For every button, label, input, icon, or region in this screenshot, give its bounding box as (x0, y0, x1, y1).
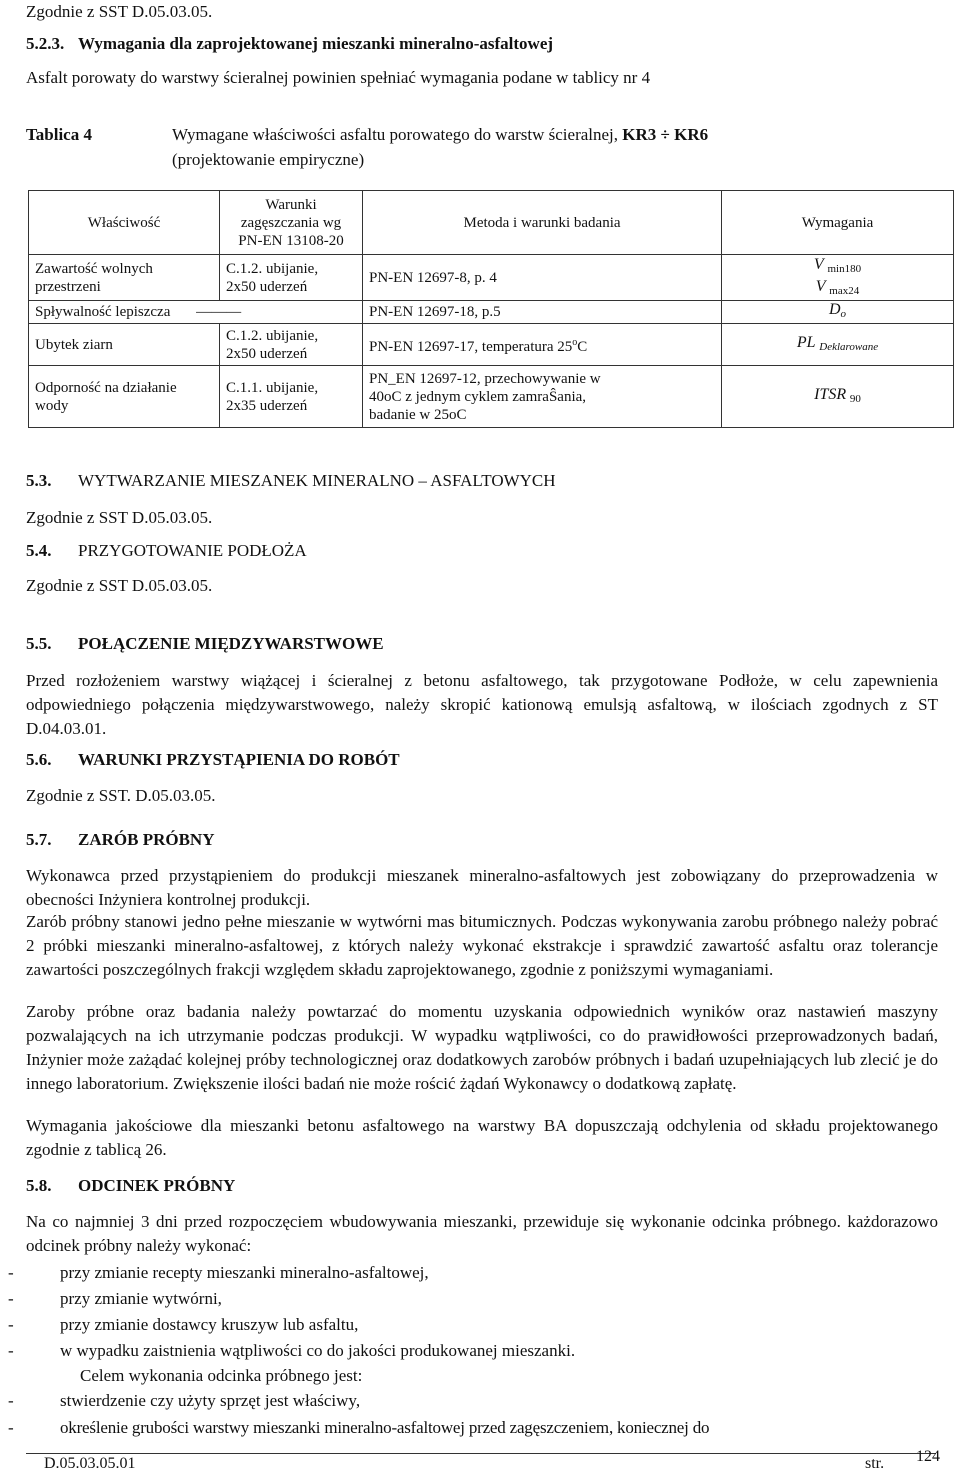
purpose-line: Celem wykonania odcinka próbnego jest: (80, 1366, 363, 1385)
section-5-8-heading (26, 1176, 235, 1196)
paragraph: Zaroby próbne oraz badania należy powtarzać do momentu uzyskania odpowiednich wyników oraz nastawień maszyny pozwalających na ich utrzymanie podczas produkcji. W wypadku wątpliwości, co do prawidłowości przeprowadzonych badań, Inżynier może zażądać kolejnej próby technologicznej oraz dodatkowych zarobów próbnych i badań uzupełniających lub zlecić je do innego laboratorium. Zwiększenie ilości badań nie może rościć żądań Wykonawcy o dodatkową zapłatę. (26, 1002, 938, 1093)
section-5-4-text: Zgodnie z SST D.05.03.05. (26, 576, 213, 595)
tablica-label: Tablica 4 (26, 125, 92, 144)
section-title: ODCINEK PRÓBNY (78, 1176, 236, 1195)
section-number: 5.7. (26, 830, 52, 849)
section-number: 5.4. (26, 541, 52, 560)
section-title: WYTWARZANIE MIESZANEK MINERALNO – ASFALTOWYCH (78, 471, 556, 490)
cell-conditions: C.1.2. ubijanie, 2x50 uderzeń (220, 255, 363, 301)
table-row (29, 301, 954, 324)
caption-kr-range: KR3 ÷ KR6 (622, 125, 709, 144)
cell-method: PN-EN 12697-18, p.5 (363, 301, 722, 324)
cell-conditions: C.1.1. ubijanie, 2x35 uderzeń (220, 366, 363, 428)
section-number: 5.5. (26, 634, 52, 653)
requirements-table (28, 190, 954, 428)
cell-requirement: ITSR $_{90}$ (722, 366, 954, 428)
cell-property: Zawartość wolnych przestrzeni (29, 255, 220, 301)
section-5-5-heading (26, 634, 384, 654)
header-conditions: Warunki zagęszczania wg PN-EN 13108-20 (220, 191, 363, 255)
section-title: PRZYGOTOWANIE PODŁOŻA (78, 541, 307, 560)
footer-code: D.05.03.05.01 (44, 1455, 136, 1472)
caption-text: Wymagane właściwości asfaltu porowatego do warstw ścieralnej, (172, 125, 619, 144)
paragraph: Wykonawca przed przystąpieniem do produkcji mieszanek mineralno-asfaltowych jest zobowiązany do przeprowadzenia w obecności Inżyniera kontrolnej produkcji. (26, 866, 938, 909)
cell-requirement: $D_o$ (722, 301, 954, 324)
section-5-7-heading (26, 830, 214, 850)
intro-text: Asfalt porowaty do warstwy ścieralnej powinien spełniać wymagania podane w tablicy nr 4 (26, 68, 651, 87)
footer-page-label: str. (865, 1455, 885, 1472)
section-title: Wymagania dla zaprojektowanej mieszanki mineralno-asfaltowej (78, 34, 554, 53)
section-number: 5.8. (26, 1176, 52, 1195)
cell-requirement: PL $_{Deklarowane}$ (722, 324, 954, 366)
table-row (29, 366, 954, 428)
table-row (29, 255, 954, 301)
cell-method: PN-EN 12697-8, p. 4 (363, 255, 722, 301)
header-requirements: Wymagania (722, 191, 954, 255)
cell-property-merged: Spływalność lepiszcza ——— (29, 301, 363, 324)
section-5-6-heading (26, 750, 400, 770)
section-5-5-text: Przed rozłożeniem warstwy wiążącej i ścieralnej z betonu asfaltowego, tak przygotowane Podłoże, w celu zapewnienia odpowiedniego połączenia międzywarstwowego, należy skropić kationową emulsją asfaltową, w ilościach zgodnych z ST D.04.03.01. (26, 671, 938, 738)
section-5-4-heading (26, 541, 307, 561)
section-5-3-heading (26, 471, 556, 491)
section-number: 5.3. (26, 471, 52, 490)
tablica-caption (172, 125, 708, 145)
cell-method: PN_EN 12697-12, przechowywanie w 40oC z jednym cyklem zamraŜania, badanie w 25oC (363, 366, 722, 428)
table-row (29, 324, 954, 366)
section-5-6-text: Zgodnie z SST. D.05.03.05. (26, 786, 216, 805)
paragraph: Zarób próbny stanowi jedno pełne mieszanie w wytwórni mas bitumicznych. Podczas wykonywania zarobu próbnego należy pobrać 2 próbki mieszanki mineralno-asfaltowej, z których należy wykonać ekstrakcje i sprawdzić zawartość asfaltu oraz tolerancje zawartości poszczególnych frakcji względem składu zaprojektowanego, zgodnie z poniższymi wymaganiami. (26, 912, 938, 979)
cell-method: PN-EN 12697-17, temperatura 25$^o$C (363, 324, 722, 366)
section-number: 5.2.3. (26, 34, 65, 53)
header-method: Metoda i warunki badania (363, 191, 722, 255)
cell-property: Odporność na działanie wody (29, 366, 220, 428)
tablica-caption-line2: (projektowanie empiryczne) (172, 150, 365, 169)
header-property: Właściwość (29, 191, 220, 255)
section-title: POŁĄCZENIE MIĘDZYWARSTWOWE (78, 634, 384, 653)
section-title: ZARÓB PRÓBNY (78, 830, 215, 849)
section-5-2-3-heading (26, 34, 553, 54)
table-header-row (29, 191, 954, 255)
section-5-3-text: Zgodnie z SST D.05.03.05. (26, 508, 213, 527)
footer-page-number: 124 (916, 1448, 940, 1465)
cell-property: Ubytek ziarn (29, 324, 220, 366)
section-number: 5.6. (26, 750, 52, 769)
top-reference: Zgodnie z SST D.05.03.05. (26, 2, 213, 21)
section-5-8-text: Na co najmniej 3 dni przed rozpoczęciem wbudowywania mieszanki, przewiduje się wykonanie odcinka próbnego. każdorazowo odcinek próbny należy wykonać: (26, 1212, 938, 1255)
section-title: WARUNKI PRZYSTĄPIENIA DO ROBÓT (78, 750, 400, 769)
footer-divider (26, 1453, 936, 1454)
cell-requirement: V $_{min180}$ V $_{max24}$ (722, 255, 954, 301)
paragraph: Wymagania jakościowe dla mieszanki betonu asfaltowego na warstwy BA dopuszczają odchylenia od składu projektowanego zgodnie z tablicą 26. (26, 1116, 938, 1159)
cell-conditions: C.1.2. ubijanie, 2x50 uderzeń (220, 324, 363, 366)
